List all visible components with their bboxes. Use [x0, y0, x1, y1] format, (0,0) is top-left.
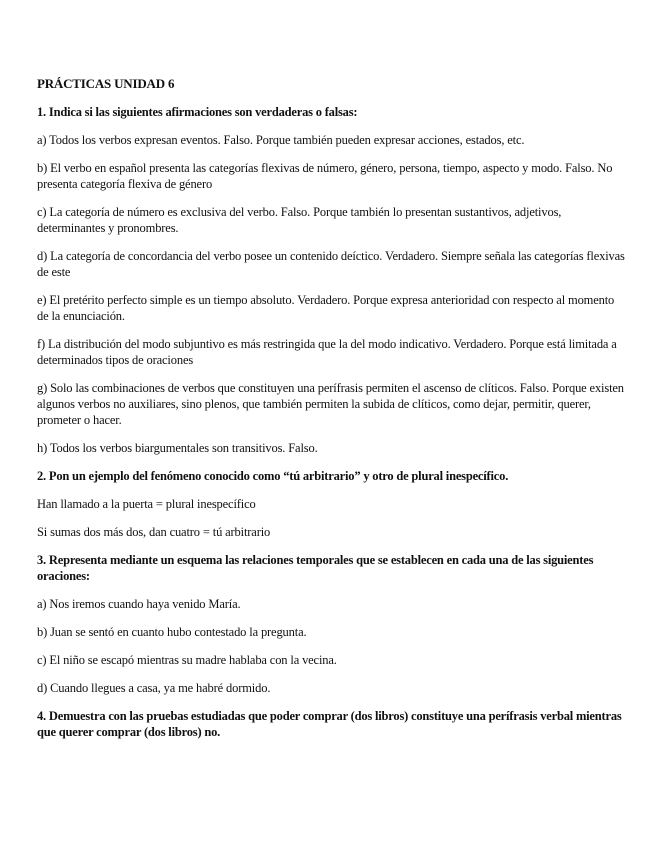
question-4-heading: 4. Demuestra con las pruebas estudiadas que poder comprar (dos libros) constituye una perífrasis verbal mientras que querer comprar (dos libros) no. [37, 709, 622, 739]
sentence-3c: c) El niño se escapó mientras su madre hablaba con la vecina. [37, 653, 337, 667]
answer-1b: b) El verbo en español presenta las categorías flexivas de número, género, persona, tiempo, aspecto y modo. Falso. No presenta categoría flexiva de género [37, 161, 613, 191]
answer-1h: h) Todos los verbos biargumentales son transitivos. Falso. [37, 441, 318, 455]
document-title: PRÁCTICAS UNIDAD 6 [37, 76, 175, 91]
question-3-heading: 3. Representa mediante un esquema las relaciones temporales que se establecen en cada una de las siguientes oraciones: [37, 553, 594, 583]
answer-1c: c) La categoría de número es exclusiva del verbo. Falso. Porque también lo presentan sustantivos, adjetivos, determinantes y pronombres. [37, 205, 562, 235]
answer-2-plural: Han llamado a la puerta = plural inespecífico [37, 497, 256, 511]
question-1-heading: 1. Indica si las siguientes afirmaciones son verdaderas o falsas: [37, 105, 358, 119]
answer-1g: g) Solo las combinaciones de verbos que constituyen una perífrasis permiten el ascenso de clíticos. Falso. Porque existen algunos verbos no auxiliares, sino plenos, que también permiten la subida de clíticos, como dejar, permitir, querer, prometer o hacer. [37, 381, 624, 427]
question-2-heading: 2. Pon un ejemplo del fenómeno conocido como “tú arbitrario” y otro de plural inespecífico. [37, 469, 509, 483]
document-page [37, 76, 627, 752]
answer-1a: a) Todos los verbos expresan eventos. Falso. Porque también pueden expresar acciones, estados, etc. [37, 133, 525, 147]
answer-2-tu: Si sumas dos más dos, dan cuatro = tú arbitrario [37, 525, 271, 539]
sentence-3d: d) Cuando llegues a casa, ya me habré dormido. [37, 681, 271, 695]
answer-1f: f) La distribución del modo subjuntivo es más restringida que la del modo indicativo. Verdadero. Porque está limitada a determinados tipos de oraciones [37, 337, 617, 367]
answer-1d: d) La categoría de concordancia del verbo posee un contenido deíctico. Verdadero. Siempre señala las categorías flexivas de este [37, 249, 625, 279]
sentence-3a: a) Nos iremos cuando haya venido María. [37, 597, 241, 611]
answer-1e: e) El pretérito perfecto simple es un tiempo absoluto. Verdadero. Porque expresa anterioridad con respecto al momento de la enunciación. [37, 293, 615, 323]
sentence-3b: b) Juan se sentó en cuanto hubo contestado la pregunta. [37, 625, 307, 639]
